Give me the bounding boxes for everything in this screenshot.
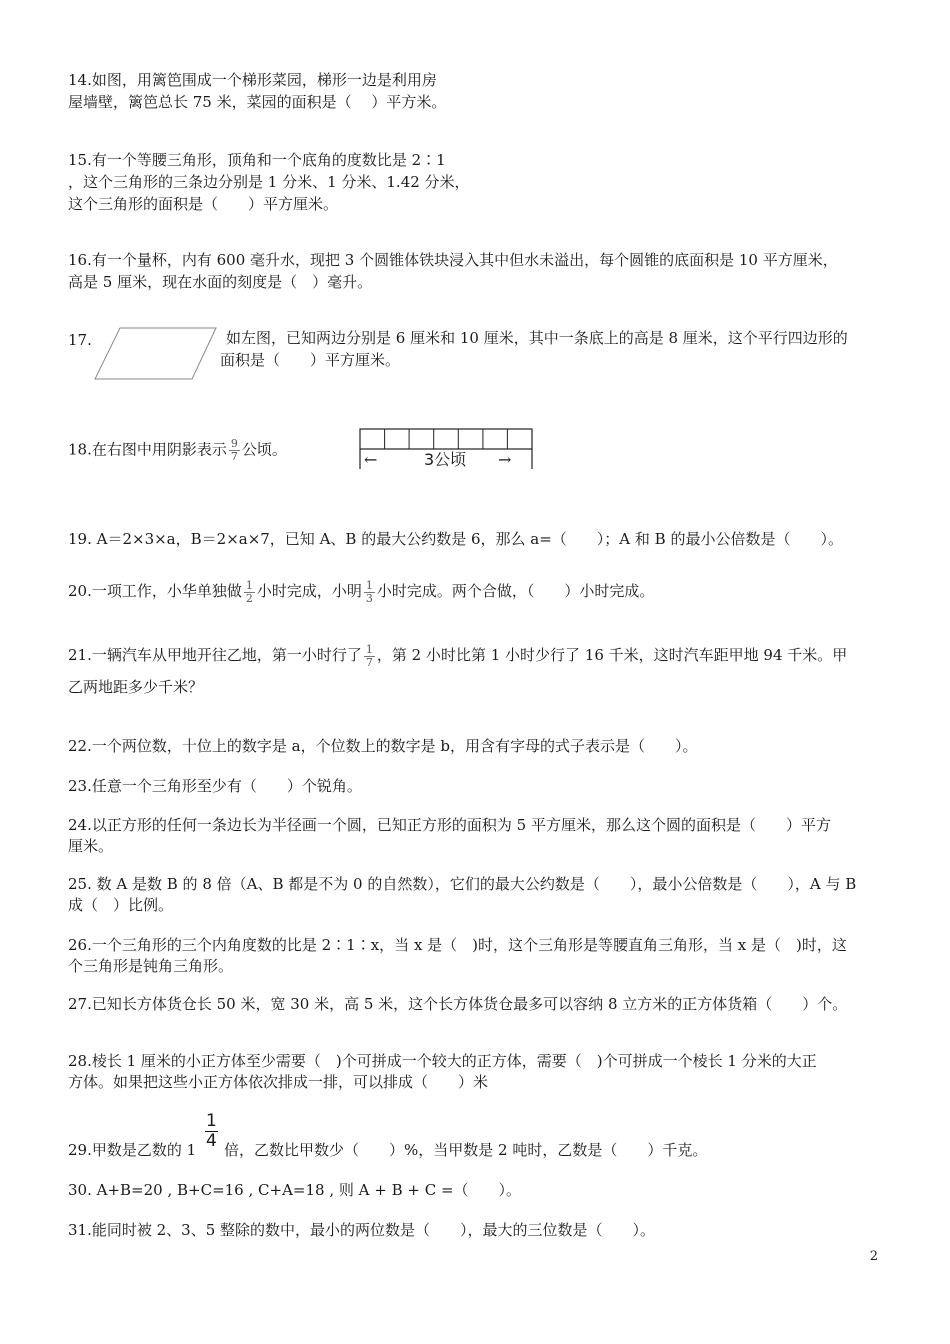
q30-text: 30. A+B=20 , B+C=16 , C+A=18 , 则 A + B + C =（ ）。 [68, 1181, 522, 1199]
q21-line2: 乙两地距多少千米？ [68, 678, 204, 696]
left-arrow-icon: ← [364, 450, 378, 469]
q21-line1 [68, 640, 847, 670]
q21-fraction-denominator: 7 [365, 655, 373, 669]
q20-suffix: 小时完成。两个合做，（ ）小时完成。 [376, 582, 655, 600]
q25-line2: 成（ ）比例。 [68, 896, 174, 914]
q20-fraction-2-numerator: 1 [365, 578, 373, 592]
q31-text: 31.能同时被 2、3、5 整除的数中，最小的两位数是（ ），最大的三位数是（ ）。 [68, 1221, 656, 1239]
q18-fraction [229, 438, 240, 463]
q18-fraction-numerator: 9 [230, 437, 238, 450]
q14-line1: 14.如图，用篱笆围成一个梯形菜园，梯形一边是利用房 [68, 71, 437, 89]
q21-fraction-numerator: 1 [365, 642, 373, 656]
q20-text [68, 576, 654, 606]
q29-prefix: 29.甲数是乙数的 1 [68, 1141, 197, 1159]
q15-line2: ，这个三角形的三条边分别是 1 分米、1 分米、1.42 分米， [68, 173, 470, 191]
q17-line1: 如左图，已知两边分别是 6 厘米和 10 厘米，其中一条底上的高是 8 厘米，这个平行四边形的 [226, 329, 848, 347]
q21-suffix: ，第 2 小时比第 1 小时少行了 16 千米，这时汽车距甲地 94 千米。甲 [376, 646, 848, 664]
q29-suffix: 倍，乙数比甲数少（ ）%，当甲数是 2 吨时，乙数是（ ）千克。 [224, 1141, 708, 1159]
q28-line1: 28.棱长 1 厘米的小正方体至少需要（ )个可拼成一个较大的正方体，需要（ )个可拼成一个棱长 1 分米的大正 [68, 1052, 817, 1070]
q20-fraction-2-denominator: 3 [365, 591, 373, 605]
q29-fraction [205, 1112, 218, 1151]
q18-prefix: 18.在右图中用阴影表示 [68, 440, 227, 459]
q20-fraction-1-denominator: 2 [245, 591, 253, 605]
q26-line1: 26.一个三角形的三个内角度数的比是 2∶1∶x，当 x 是（ )时，这个三角形是等腰直角三角形，当 x 是（ )时，这 [68, 936, 847, 954]
q27-text: 27.已知长方体货仓长 50 米，宽 30 米，高 5 米，这个长方体货仓最多可以容纳 8 立方米的正方体货箱（ ）个。 [68, 995, 848, 1013]
q17-line2: 面积是（ ）平方厘米。 [220, 351, 401, 369]
q18-bar-label: 3公顷 [424, 450, 467, 469]
hectare-grid-figure [358, 427, 534, 471]
q15-line1: 15.有一个等腰三角形，顶角和一个底角的度数比是 2∶1 [68, 151, 446, 169]
q16-line1: 16.有一个量杯，内有 600 毫升水，现把 3 个圆锥体铁块浸入其中但水未溢出，每个圆锥的底面积是 10 平方厘米， [68, 251, 838, 269]
q16-line2: 高是 5 厘米，现在水面的刻度是（ ）毫升。 [68, 273, 373, 291]
right-arrow-icon: → [498, 450, 512, 469]
q15-line3: 这个三角形的面积是（ ）平方厘米。 [68, 195, 339, 213]
q24-line1: 24.以正方形的任何一条边长为半径画一个圆，已知正方形的面积为 5 平方厘米，那么这个圆的面积是（ ）平方 [68, 816, 831, 834]
q26-line2: 个三角形是钝角三角形。 [68, 957, 234, 975]
q20-fraction-1 [244, 580, 255, 605]
q18-suffix: 公顷。 [241, 440, 287, 459]
q19-text: 19. A＝2×3×a，B＝2×a×7，已知 A、B 的最大公约数是 6，那么 a=（ ）；A 和 B 的最小公倍数是（ ）。 [68, 530, 843, 548]
q18-fraction-denominator: 7 [230, 450, 238, 463]
q20-middle: 小时完成，小明 [256, 582, 362, 600]
q21-prefix: 21.一辆汽车从甲地开往乙地，第一小时行了 [68, 646, 362, 664]
q29-fraction-denominator: 4 [206, 1131, 217, 1151]
q29-fraction-numerator: 1 [206, 1111, 217, 1131]
q17-number: 17. [68, 331, 92, 349]
q25-line1: 25. 数 A 是数 B 的 8 倍（A、B 都是不为 0 的自然数），它们的最大公约数是（ ），最小公倍数是（ ），A 与 B [68, 875, 857, 893]
page-number: 2 [869, 1249, 878, 1264]
q22-text: 22.一个两位数，十位上的数字是 a，个位数上的数字是 b，用含有字母的式子表示是（ ）。 [68, 737, 698, 755]
q20-fraction-2 [364, 580, 375, 605]
q20-fraction-1-numerator: 1 [245, 578, 253, 592]
parallelogram-figure [92, 326, 218, 382]
q14-line2: 屋墙壁，篱笆总长 75 米，菜园的面积是（ ）平方米。 [68, 93, 447, 111]
q20-prefix: 20.一项工作，小华单独做 [68, 582, 242, 600]
q23-text: 23.任意一个三角形至少有（ ）个锐角。 [68, 777, 362, 795]
q18-text [68, 438, 287, 463]
q21-fraction [364, 644, 375, 669]
q28-line2: 方体。如果把这些小正方体依次排成一排，可以排成（ ）米 [68, 1073, 489, 1091]
q24-line2: 厘米。 [68, 837, 114, 855]
